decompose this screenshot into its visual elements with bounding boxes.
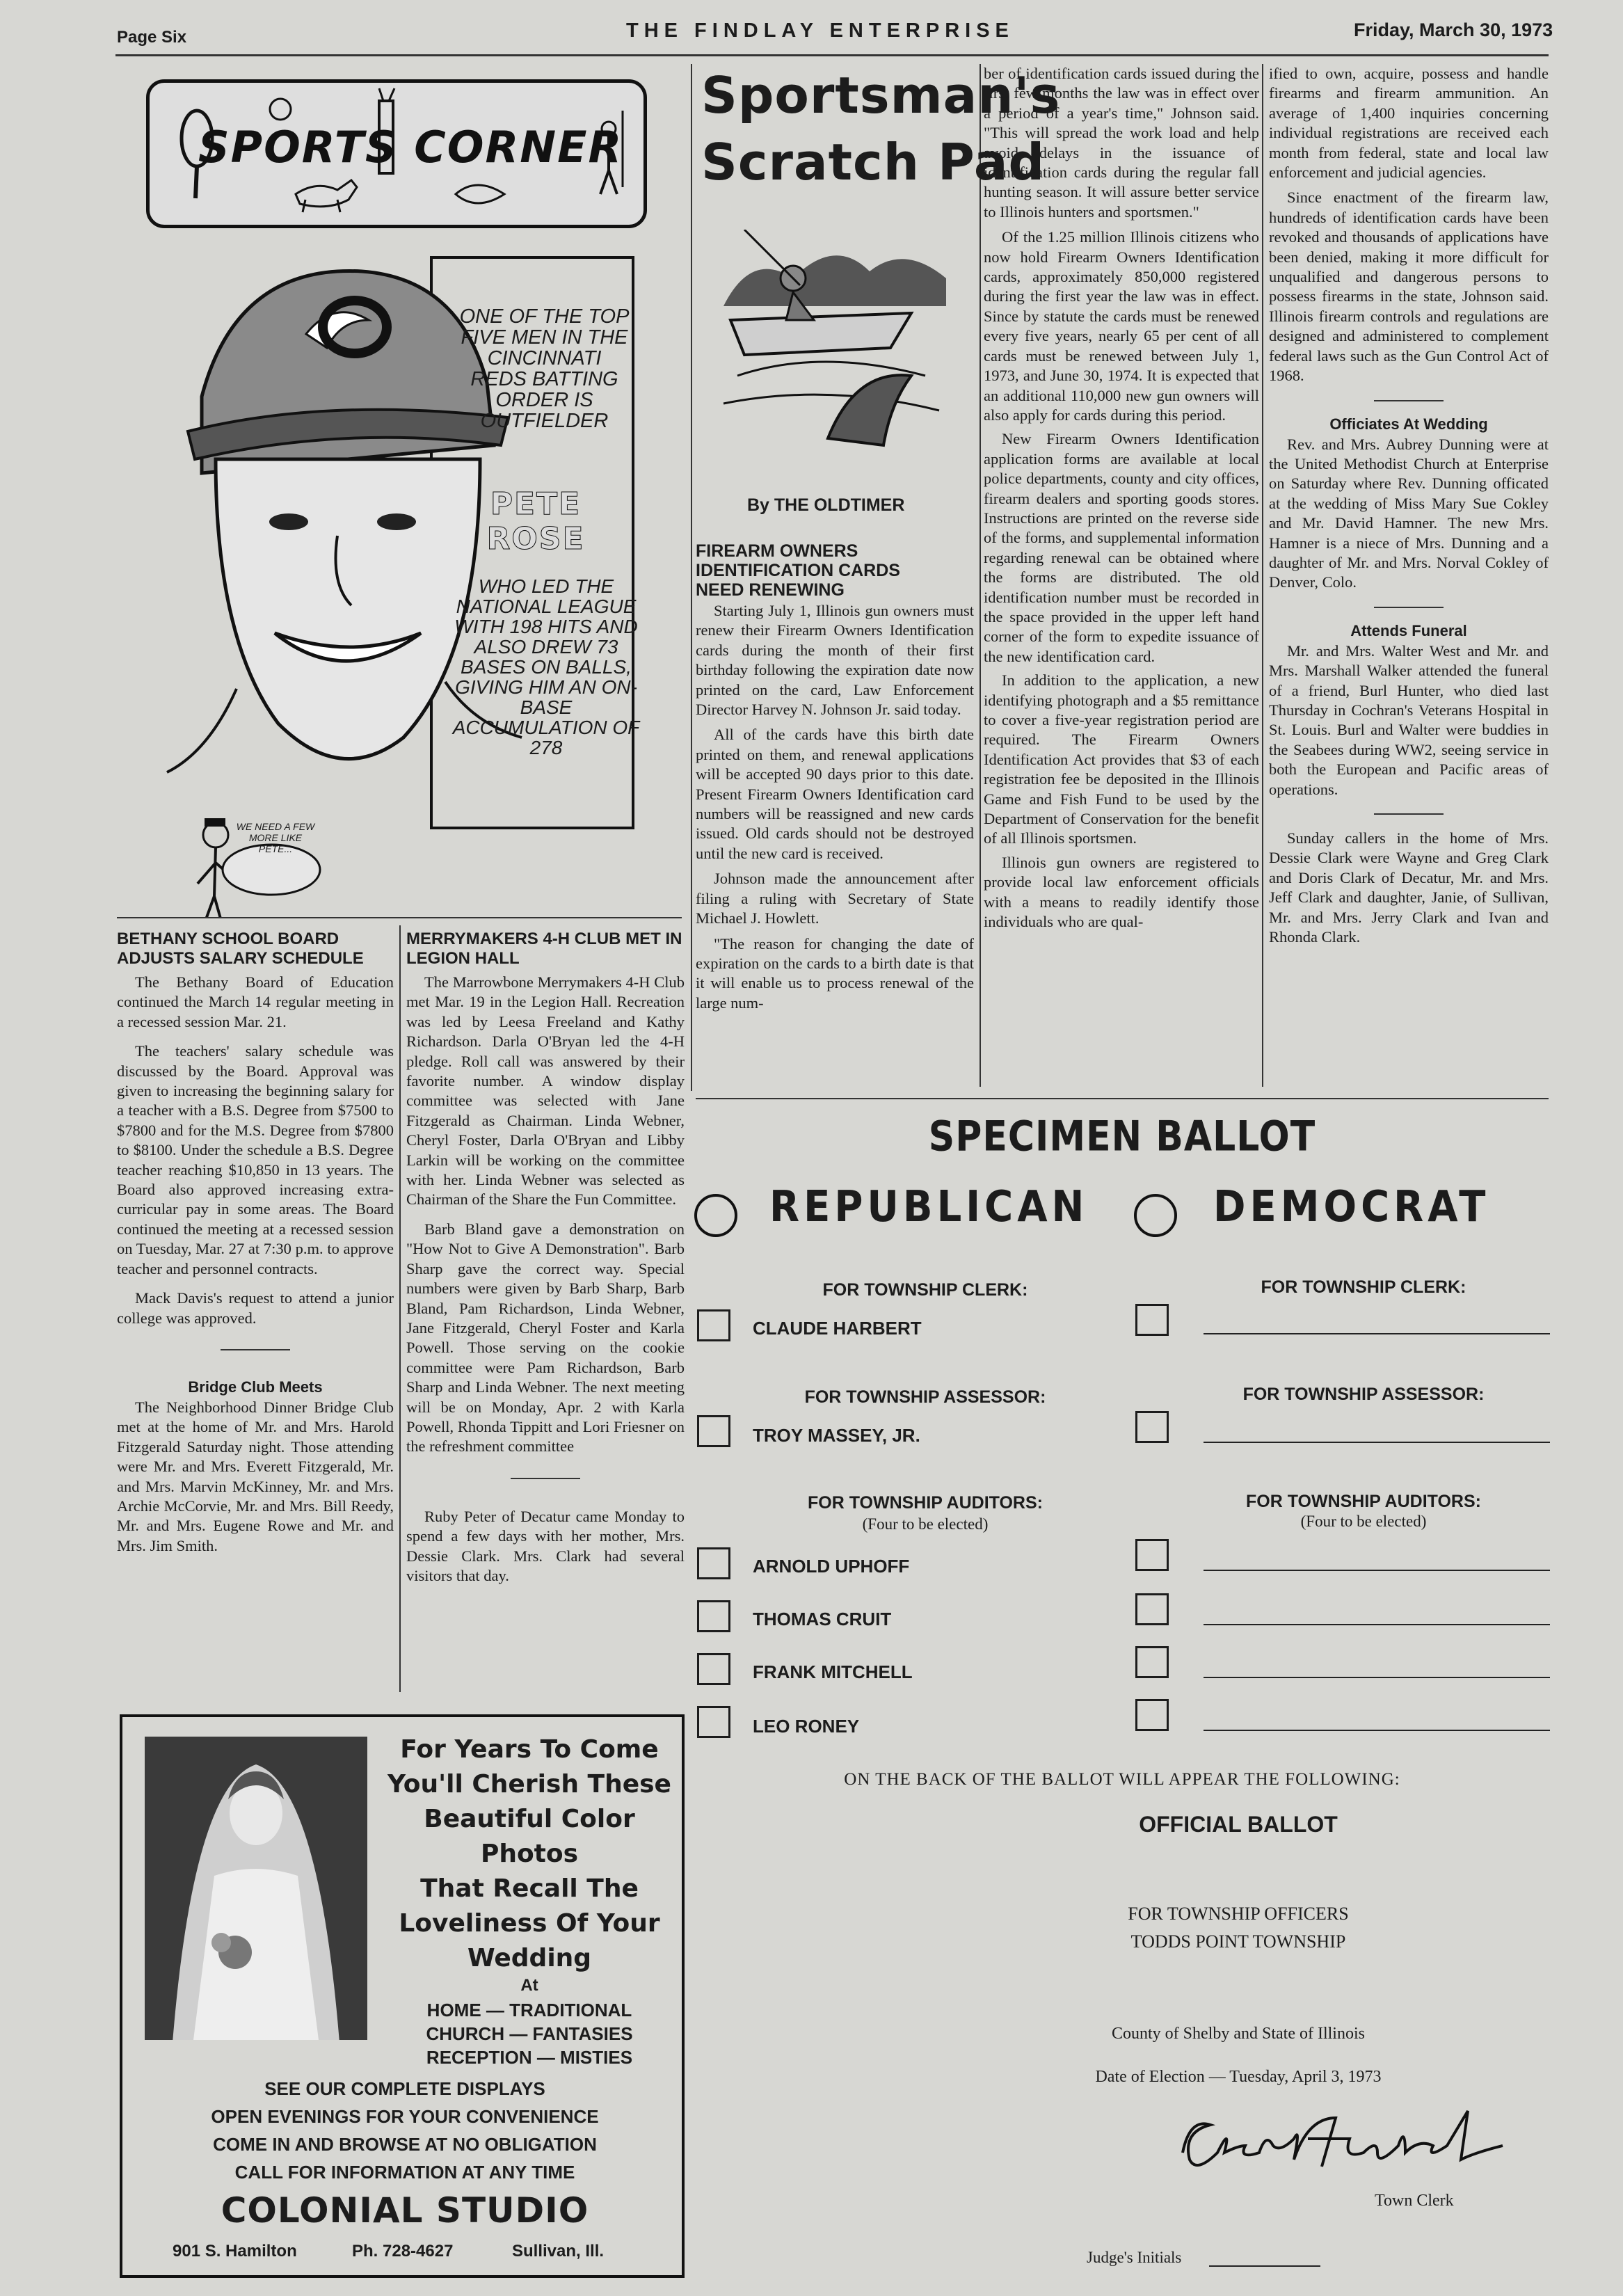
democrat-circle — [1134, 1194, 1177, 1237]
ad-headline-line: Wedding — [467, 1944, 592, 1972]
firearm-headline: FIREARM OWNERS IDENTIFICATION CARDS NEED RENEWING — [696, 541, 900, 600]
rep-clerk-office: FOR TOWNSHIP CLERK: — [822, 1280, 1028, 1300]
merrymakers-para: The Marrowbone Merrymakers 4-H Club met Mar. 19 in the Legion Hall. Recreation was led by Leesa Freeland and Kathy Richardson. Darla O'Bryan led the 4-H pledge. Roll call was answered by their favorite number. A window display committee was selected with Jane Fitzgerald as Chairman. Linda Webner, Cheryl Foster, Darla O'Bryan and Libby Larkin will be working on the committee with her. Linda Webner was selected as Chairman of the Share the Fun Committee. — [406, 973, 685, 1209]
dem-auditor-checkbox[interactable] — [1135, 1539, 1169, 1571]
merrymakers-story — [406, 973, 685, 1586]
for-township-officers: FOR TOWNSHIP OFFICERS — [1128, 1904, 1349, 1924]
bethany-story — [117, 973, 394, 1556]
fish-icon — [456, 185, 504, 203]
ad-promo — [136, 2075, 673, 2186]
officiates-text: Rev. and Mrs. Aubrey Dunning were at the United Methodist Church at Enterprise on Saturday where Rev. Dunning officated at the wedding of Miss Mary Sue Cokley and Mr. David Hamner. The new Mrs. Hamner is a niece of Mrs. Dunning and a daughter of Mr. and Mrs. Norval Cokley of Denver, Colo. — [1269, 435, 1549, 591]
ad-tagline-line: RECEPTION — MISTIES — [426, 2047, 633, 2068]
funeral-heading: Attends Funeral — [1350, 621, 1467, 639]
official-ballot: OFFICIAL BALLOT — [1139, 1812, 1338, 1837]
page-label: Page Six — [117, 28, 187, 47]
merrymakers-para: Barb Bland gave a demonstration on "How Not to Give A Demonstration". Barb Sharp gave the correct way. Special numbers were given by Barb Sharp, Barb Bland, Pam Richardson, Linda Webner, Jane Fitzgerald, Cheryl Foster and Karla Powell. Those serving on the cookie committee were Pam Richardson, Barb Sharp and Linda Webner. The next meeting will be on Monday, Apr. 2 with Karla Powell, Rhonda Tippitt and Lori Friesner on the refreshment committee — [406, 1220, 685, 1456]
county-state: County of Shelby and State of Illinois — [1112, 2025, 1365, 2043]
colonial-studio-ad — [120, 1714, 685, 2278]
bridge-text: The Neighborhood Dinner Bridge Club met at the home of Mr. and Mrs. Harold Fitzgerald Saturday night. Those attending were Mr. and Mrs. Everett Fitzgerald, Mr. and Mrs. Marvin McKinney, Mr. and Mrs. Archie McCorvie, Mr. and Mrs. Bill Reedy, Mr. and Mrs. Eugene Rowe and Mr. and Mrs. Jim Smith. — [117, 1398, 394, 1554]
dem-auditor-writein[interactable] — [1204, 1624, 1550, 1625]
firearm-para: All of the cards have this birth date printed on them, and renewal applications will be accepted 90 days prior to this date. Present Firearm Owners Identification card numbers will be reassigned and new cards issued. Old cards should not be destroyed until the new card is received. — [696, 726, 974, 862]
dem-assessor-writein[interactable] — [1204, 1442, 1550, 1443]
ad-promo-line: COME IN AND BROWSE AT NO OBLIGATION — [213, 2134, 597, 2155]
firearm-para: In addition to the application, a new identifying photograph and a $5 remittance to cover a five-year registration period are required. The Firearm Owners Identification Act provides that $3 of each registration fee be deposited in the Illinois Game and Fish Fund to be used by the Department of Conservation for the benefit of all Illinois sportsmen. — [984, 671, 1259, 847]
divider — [221, 1349, 290, 1350]
studio-address: 901 S. Hamilton — [173, 2242, 297, 2261]
fishing-illustration — [717, 230, 953, 452]
democrat-heading: DEMOCRAT — [1213, 1181, 1490, 1232]
column-rule-2 — [980, 64, 981, 1087]
ad-at: At — [520, 1976, 538, 1995]
bethany-para: Mack Davis's request to attend a junior college was approved. — [117, 1289, 394, 1327]
masthead-rule — [115, 54, 1549, 56]
column-rule-3 — [1262, 64, 1263, 1087]
dem-assessor-office: FOR TOWNSHIP ASSESSOR: — [1242, 1385, 1485, 1404]
firearm-para: Illinois gun owners are registered to provide local law enforcement officials with a means to readily identify those individuals who are qual- — [984, 853, 1259, 931]
dem-clerk-writein[interactable] — [1204, 1333, 1550, 1334]
officiates-heading: Officiates At Wedding — [1329, 415, 1488, 433]
ad-headline-line: That Recall The — [420, 1874, 639, 1903]
sunday-callers-text: Sunday callers in the home of Mrs. Dessie Clark were Wayne and Greg Clark and Doris Clark of Decatur, Mr. and Mrs. Jeff Clark and daughter, Janie, of Sullivan, Mr. and Mrs. Jerry Clark and Ivan and Rhonda Clark. — [1269, 829, 1549, 946]
sports-corner-box — [146, 79, 647, 228]
dem-auditors-office: FOR TOWNSHIP AUDITORS: — [1246, 1492, 1481, 1511]
column-rule-4 — [399, 925, 401, 1692]
firearm-para: Johnson made the announcement after filing a ruling with Secretary of State Michael J. Howlett. — [696, 870, 974, 927]
dem-auditor-writein[interactable] — [1204, 1570, 1550, 1571]
ad-headline-line: Loveliness Of Your — [399, 1909, 660, 1938]
dem-auditor-checkbox[interactable] — [1135, 1699, 1169, 1731]
sportsman-column-1 — [696, 601, 974, 1013]
rep-auditor-checkbox[interactable] — [697, 1547, 730, 1579]
rep-auditor-checkbox[interactable] — [697, 1600, 730, 1632]
township-name: TODDS POINT TOWNSHIP — [1130, 1931, 1346, 1952]
sportsman-title-2: Scratch Pad — [701, 133, 1046, 191]
rep-clerk-candidate: CLAUDE HARBERT — [753, 1318, 922, 1339]
ad-headline-line: For Years To Come — [400, 1735, 659, 1764]
ad-tagline — [387, 1998, 672, 2069]
funeral-text: Mr. and Mrs. Walter West and Mr. and Mrs. Marshall Walker attended the funeral of a friend, Burl Hunter, who died last Thursday in Cochran's Veterans Hospital in St. Louis. Burl and Walter were buddies in the Seabees during WW2, seeing service in both the European and Pacific areas of operations. — [1269, 641, 1549, 798]
rep-auditor-candidate: LEO RONEY — [753, 1716, 860, 1737]
firearm-para: ified to own, acquire, possess and handle firearms and firearm ammunition. An average of 1,400 inquiries concerning individual registrations are received each month from federal, state and local law enforcement and judicial agencies. — [1269, 65, 1549, 182]
republican-circle — [694, 1194, 737, 1237]
sportsman-byline: By THE OLDTIMER — [747, 495, 905, 515]
firearm-para: ber of identification cards issued during the first few months the law was in effect over a period of a year's time," Johnson said. "This will spread the work load and help avoid delays in the issuance of identification cards during the regular fall hunting season. It will assure better service to Illinois hunters and sportsmen." — [984, 65, 1259, 221]
signature-drawing — [1169, 2104, 1544, 2187]
sportsman-column-3 — [1269, 64, 1549, 947]
rep-auditor-candidate: FRANK MITCHELL — [753, 1661, 913, 1682]
divider — [1374, 400, 1444, 401]
dem-clerk-checkbox[interactable] — [1135, 1304, 1169, 1336]
rep-auditors-note: (Four to be elected) — [862, 1515, 989, 1533]
firearm-para: Of the 1.25 million Illinois citizens who now hold Firearm Owners Identification cards, approximately 850,000 registered during the first year the law was in effect. Since by statute the cards must be renewed every five years, nearly 65 per cent of all cards must be renewed between July 1, 1973, and June 30, 1974. It is expected that an additional 110,000 new gun owners will also apply for cards during this period. — [984, 228, 1259, 424]
dem-assessor-checkbox[interactable] — [1135, 1411, 1169, 1443]
ruby-text: Ruby Peter of Decatur came Monday to spend a few days with her mother, Mrs. Dessie Clark. Mrs. Clark had several visitors that day. — [406, 1507, 685, 1584]
firearm-para: New Firearm Owners Identification application forms are available at local police departments, county and city offices, firearm dealers and sporting goods stores. Instructions are printed on the reverse side of the forms, and supplemental information regarding renewal can be obtained where the forms are distributed. The old identification number must be recorded in the space provided in the upper left hand corner of the form to expedite issuance of the new identification card. — [984, 430, 1259, 665]
studio-name: COLONIAL STUDIO — [221, 2190, 589, 2231]
rep-assessor-office: FOR TOWNSHIP ASSESSOR: — [804, 1387, 1046, 1407]
divider — [1374, 813, 1444, 815]
ballot-back-note: ON THE BACK OF THE BALLOT WILL APPEAR THE FOLLOWING: — [844, 1770, 1400, 1789]
republican-heading: REPUBLICAN — [769, 1181, 1089, 1232]
ballot-top-rule — [696, 1098, 1549, 1099]
sportsman-title-1: Sportsman's — [701, 66, 1061, 125]
masthead: THE FINDLAY ENTERPRISE — [626, 19, 1014, 42]
dog-icon — [296, 180, 357, 212]
ad-promo-line: CALL FOR INFORMATION AT ANY TIME — [234, 2162, 575, 2183]
bethany-para: The Bethany Board of Education continued the March 14 regular meeting in a recessed session Mar. 21. — [117, 973, 394, 1030]
ad-headline-line: You'll Cherish These — [387, 1770, 671, 1799]
judges-initials-field[interactable] — [1209, 2265, 1320, 2267]
rose-caption-2: WHO LED THE NATIONAL LEAGUE WITH 198 HITS AND ALSO DREW 73 BASES ON BALLS, GIVING HIM AN ON-BASE ACCUMULATION OF 278 — [452, 575, 640, 758]
bride-photo — [145, 1737, 367, 2040]
player-name: PETE ROSE — [486, 486, 585, 557]
dem-auditor-writein[interactable] — [1204, 1677, 1550, 1678]
ad-tagline-line: CHURCH — FANTASIES — [426, 2023, 633, 2044]
ad-headline-line: Beautiful Color Photos — [424, 1805, 635, 1868]
rep-auditor-candidate: ARNOLD UPHOFF — [753, 1556, 910, 1577]
dem-auditors-note: (Four to be elected) — [1300, 1513, 1427, 1530]
baseball-icon — [270, 99, 291, 120]
rep-clerk-checkbox[interactable] — [697, 1309, 730, 1341]
dem-auditor-checkbox[interactable] — [1135, 1593, 1169, 1625]
ad-promo-line: OPEN EVENINGS FOR YOUR CONVENIENCE — [211, 2106, 599, 2127]
dem-auditor-writein[interactable] — [1204, 1730, 1550, 1731]
clerk-signature — [1169, 2104, 1544, 2187]
judges-initials-label: Judge's Initials — [1087, 2249, 1182, 2266]
dem-auditor-checkbox[interactable] — [1135, 1646, 1169, 1678]
election-date: Date of Election — Tuesday, April 3, 1973 — [1095, 2068, 1382, 2086]
studio-phone: Ph. 728-4627 — [352, 2242, 454, 2261]
ad-headline — [387, 1732, 672, 1976]
rose-caption-1: ONE OF THE TOP FIVE MEN IN THE CINCINNATI REDS BATTING ORDER IS OUTFIELDER — [459, 305, 630, 432]
rep-auditor-candidate: THOMAS CRUIT — [753, 1609, 892, 1629]
divider — [1374, 607, 1444, 608]
town-clerk-label: Town Clerk — [1375, 2192, 1454, 2210]
studio-city: Sullivan, Ill. — [512, 2242, 605, 2261]
sportsman-column-2 — [984, 64, 1259, 932]
dem-clerk-office: FOR TOWNSHIP CLERK: — [1261, 1277, 1466, 1297]
sports-corner-title: SPORTS CORNER — [198, 122, 623, 173]
rep-assessor-checkbox[interactable] — [697, 1415, 730, 1447]
column-rule-1 — [691, 64, 692, 1091]
bethany-headline: BETHANY SCHOOL BOARD ADJUSTS SALARY SCHEDULE — [117, 930, 364, 968]
ad-tagline-line: HOME — TRADITIONAL — [426, 2000, 632, 2020]
ballot-title: SPECIMEN BALLOT — [928, 1113, 1316, 1161]
rep-auditors-office: FOR TOWNSHIP AUDITORS: — [808, 1493, 1043, 1513]
merrymakers-headline: MERRYMAKERS 4-H CLUB MET IN LEGION HALL — [406, 930, 682, 968]
divider — [511, 1478, 580, 1479]
bridge-heading: Bridge Club Meets — [188, 1378, 323, 1396]
rep-assessor-candidate: TROY MASSEY, JR. — [753, 1425, 920, 1446]
firearm-para: Since enactment of the firearm law, hundreds of identification cards have been revoked and thousands of applications have been denied, making it more difficult for unqualified and dangerous persons to possess firearms in the state, Johnson said. Illinois firearm controls and regulations are designed and administered to complement federal laws such as the Gun Control Act of 1968. — [1269, 189, 1549, 385]
rep-auditor-checkbox[interactable] — [697, 1653, 730, 1685]
story-top-rule — [117, 917, 682, 918]
issue-date: Friday, March 30, 1973 — [1354, 19, 1553, 40]
ad-promo-line: SEE OUR COMPLETE DISPLAYS — [264, 2078, 545, 2099]
firearm-para: "The reason for changing the date of expiration on the cards to a birth date is that it will enable us to process renewal of the large num- — [696, 934, 974, 1012]
firearm-para: Starting July 1, Illinois gun owners must renew their Firearm Owners Identification cards during the month of their first birthday following the expiration date now printed on the card, Law Enforcement Director Harvey N. Johnson Jr. said today. — [696, 602, 974, 719]
kid-speech-bubble: WE NEED A FEW MORE LIKE PETE... — [236, 821, 315, 854]
bethany-para: The teachers' salary schedule was discussed by the Board. Approval was given to increasing the beginning salary for a teacher with a B.S. Degree from $7500 to $7800 and for the M.S. Degree from $7800 to $8100. Under the schedule a B.S. Degree teacher reaching $10,850 in 13 years. The Board also approved increasing extra-curricular pay in some areas. The Board continued the meeting at a recessed session on Tuesday, Mar. 27 at 7:30 p.m. to approve teacher and personnel contracts. — [117, 1042, 394, 1277]
rep-auditor-checkbox[interactable] — [697, 1706, 730, 1738]
